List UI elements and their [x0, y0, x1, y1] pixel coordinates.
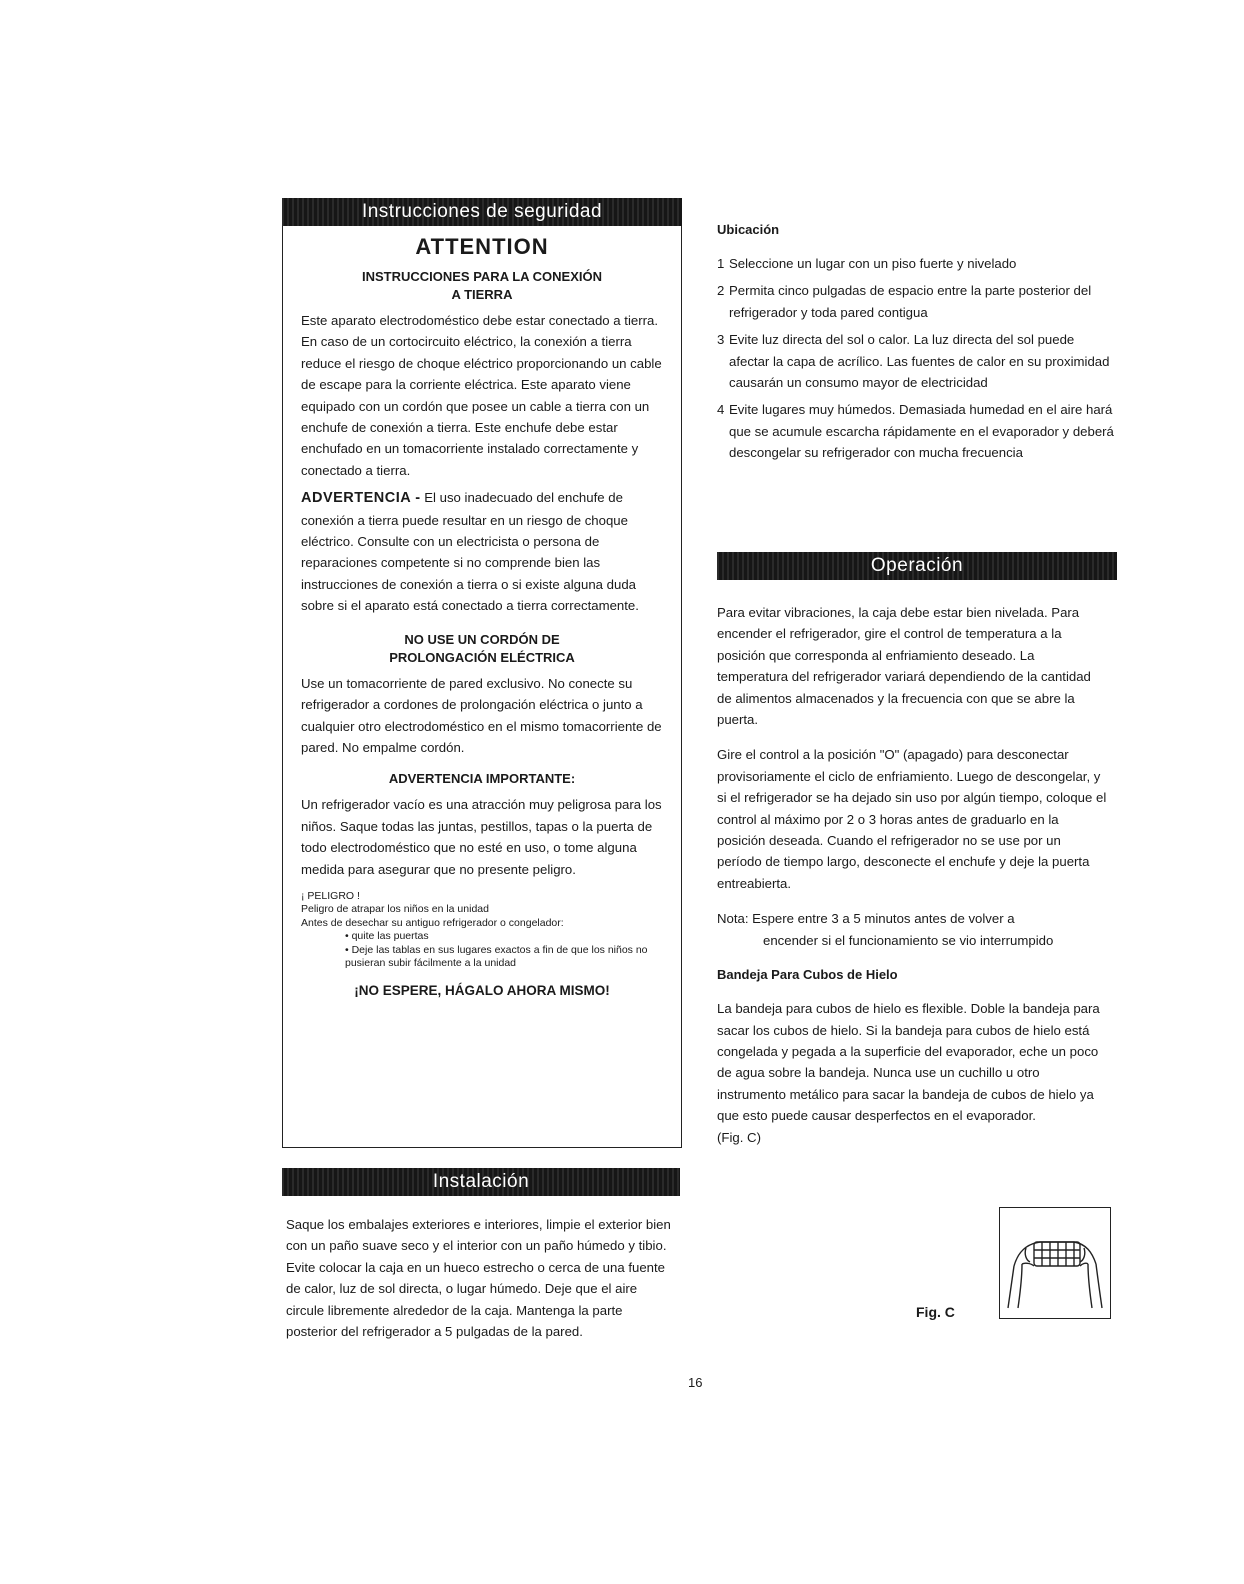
- list-item: [717, 329, 1117, 393]
- location-heading: Ubicación: [717, 222, 780, 237]
- installation-paragraph: Saque los embalajes exteriores e interiores, limpie el exterior bien con un paño suave seco y el interior con un paño húmedo y tibio. Evite colocar la caja en un hueco estrecho o cerca de una fuente de calor, luz de sol directa, o lugar húmedo. Deje que el aire circule libremente alrededor de la caja. Mantenga la parte posterior del refrigerador a 5 pulgadas de la pared.: [286, 1217, 671, 1340]
- note-line-2: encender si el funcionamiento se vio interrumpido: [763, 932, 1054, 948]
- danger-bullet-2: • Deje las tablas en sus lugares exactos a fin de que los niños no pusieran subir fácilmente a la unidad: [345, 943, 648, 970]
- warning-text: El uso inadecuado del enchufe de conexión a tierra puede resultar en un riesgo de choque eléctrico. Consulte con un electricista o persona de reparaciones competente si no comprende bien las instrucciones de conexión a tierra o si existe alguna duda sobre si el aparato está conectado a tierra correctamente.: [301, 490, 639, 614]
- list-item-text: Seleccione un lugar con un piso fuerte y nivelado: [729, 256, 1017, 271]
- right-column: [717, 222, 1117, 470]
- important-warning-paragraph: Un refrigerador vacío es una atracción muy peligrosa para los niños. Saque todas las juntas, pestillos, tapas o la puerta de todo electrodoméstico que no esté en uso, o tome alguna medida para asegurar que no presente peligro.: [301, 797, 662, 877]
- extension-cord-paragraph: Use un tomacorriente de pared exclusivo. No conecte su refrigerador a cordones de prolongación eléctrica o junto a cualquier otro electrodoméstico en el mismo tomacorriente de pared. No empalme cordón.: [301, 675, 662, 755]
- installation-banner: Instalación: [282, 1168, 680, 1196]
- danger-title: ¡ PELIGRO !: [301, 889, 360, 902]
- ice-tray-figure: [999, 1207, 1111, 1319]
- danger-line-2: Antes de desechar su antiguo refrigerador o congelador:: [301, 916, 564, 929]
- important-warning-heading: ADVERTENCIA IMPORTANTE:: [388, 771, 576, 787]
- grounding-heading-line-2: A TIERRA: [451, 287, 513, 302]
- ice-tray-hands-icon: [1000, 1208, 1109, 1317]
- list-item: [717, 280, 1117, 323]
- extension-cord-heading-line-2: PROLONGACIÓN ELÉCTRICA: [389, 649, 575, 665]
- list-item-number: 1: [717, 256, 725, 271]
- danger-line-1: Peligro de atrapar los niños en la unidad: [301, 903, 489, 916]
- note-line-1: Nota: Espere entre 3 a 5 minutos antes de volver a: [717, 911, 1015, 927]
- grounding-paragraph: Este aparato electrodoméstico debe estar conectado a tierra. En caso de un cortocircuito eléctrico, la conexión a tierra reduce el riesgo de choque eléctrico proporcionando un cable de escape para la corriente eléctrica. Este aparato viene equipado con un cordón que posee un cable a tierra con un enchufe de conexión a tierra. Este enchufe debe estar enchufado en un tomacorriente instalado correctamente y conectado a tierra.: [301, 313, 662, 478]
- figure-reference: (Fig. C): [717, 1129, 761, 1145]
- figure-label: Fig. C: [916, 1304, 955, 1320]
- note-block: [717, 908, 1107, 951]
- extension-cord-heading-line-1: NO USE UN CORDÓN DE: [404, 631, 560, 647]
- safety-banner: Instrucciones de seguridad: [282, 198, 682, 226]
- grounding-heading-line-1: INSTRUCCIONES PARA LA CONEXIÓN: [361, 269, 603, 284]
- list-item-number: 3: [717, 332, 725, 348]
- list-item: [717, 253, 1117, 274]
- location-list: [717, 253, 1117, 464]
- warning-label: ADVERTENCIA -: [301, 490, 421, 507]
- extension-cord-heading: [283, 631, 681, 667]
- list-item-text: Evite luz directa del sol o calor. La luz directa del sol puede afectar la capa de acrílico. Las fuentes de calor en su proximidad causarán un consumo mayor de electricidad: [729, 332, 1110, 391]
- attention-heading: ATTENTION: [415, 234, 549, 259]
- page-number: 16: [688, 1375, 703, 1390]
- operation-section: [717, 602, 1107, 1162]
- danger-block: [283, 890, 681, 971]
- safety-instructions-box: [282, 198, 682, 1148]
- danger-bullet-1: • quite las puertas: [345, 930, 429, 943]
- list-item-number: 4: [717, 402, 725, 418]
- ice-tray-heading: Bandeja Para Cubos de Hielo: [717, 967, 898, 983]
- operation-paragraph-2: Gire el control a la posición "O" (apagado) para desconectar provisoriamente el ciclo de enfriamiento. Luego de descongelar, y si el refrigerador se ha dejado sin uso por algún tiempo, coloque el control al máximo por 2 o 3 horas antes de graduarlo en la posición deseada. Cuando el refrigerador no se use por un período de tiempo largo, desconecte el enchufe y deje la puerta entreabierta.: [717, 747, 1107, 891]
- list-item: [717, 399, 1117, 463]
- ice-tray-paragraph: La bandeja para cubos de hielo es flexible. Doble la bandeja para sacar los cubos de hielo. Si la bandeja para cubos de hielo está congelada y pegada a la superficie del evaporador, eche un poco de agua sobre la bandeja. Nunca use un cuchillo u otro instrumento metálico para sacar la bandeja de cubos de hielo ya que esto puede causar desperfectos en el evaporador.: [717, 1001, 1100, 1124]
- final-warning: ¡NO ESPERE, HÁGALO AHORA MISMO!: [354, 982, 610, 998]
- warning-paragraph: [301, 487, 667, 616]
- list-item-text: Evite lugares muy húmedos. Demasiada humedad en el aire hará que se acumule escarcha rápidamente en el evaporador y deberá descongelar su refrigerador con mucha frecuencia: [729, 402, 1114, 461]
- list-item-text: Permita cinco pulgadas de espacio entre la parte posterior del refrigerador y toda pared contigua: [729, 283, 1092, 320]
- operation-paragraph-1: Para evitar vibraciones, la caja debe estar bien nivelada. Para encender el refrigerador, gire el control de temperatura a la posición que corresponda al enfriamiento deseado. La temperatura del refrigerador variará dependiendo de la cantidad de alimentos almacenados y la frecuencia con que se abre la puerta.: [717, 605, 1091, 728]
- grounding-heading: [283, 268, 681, 304]
- left-column: [282, 198, 682, 1342]
- list-item-number: 2: [717, 283, 725, 299]
- operation-banner: Operación: [717, 552, 1117, 580]
